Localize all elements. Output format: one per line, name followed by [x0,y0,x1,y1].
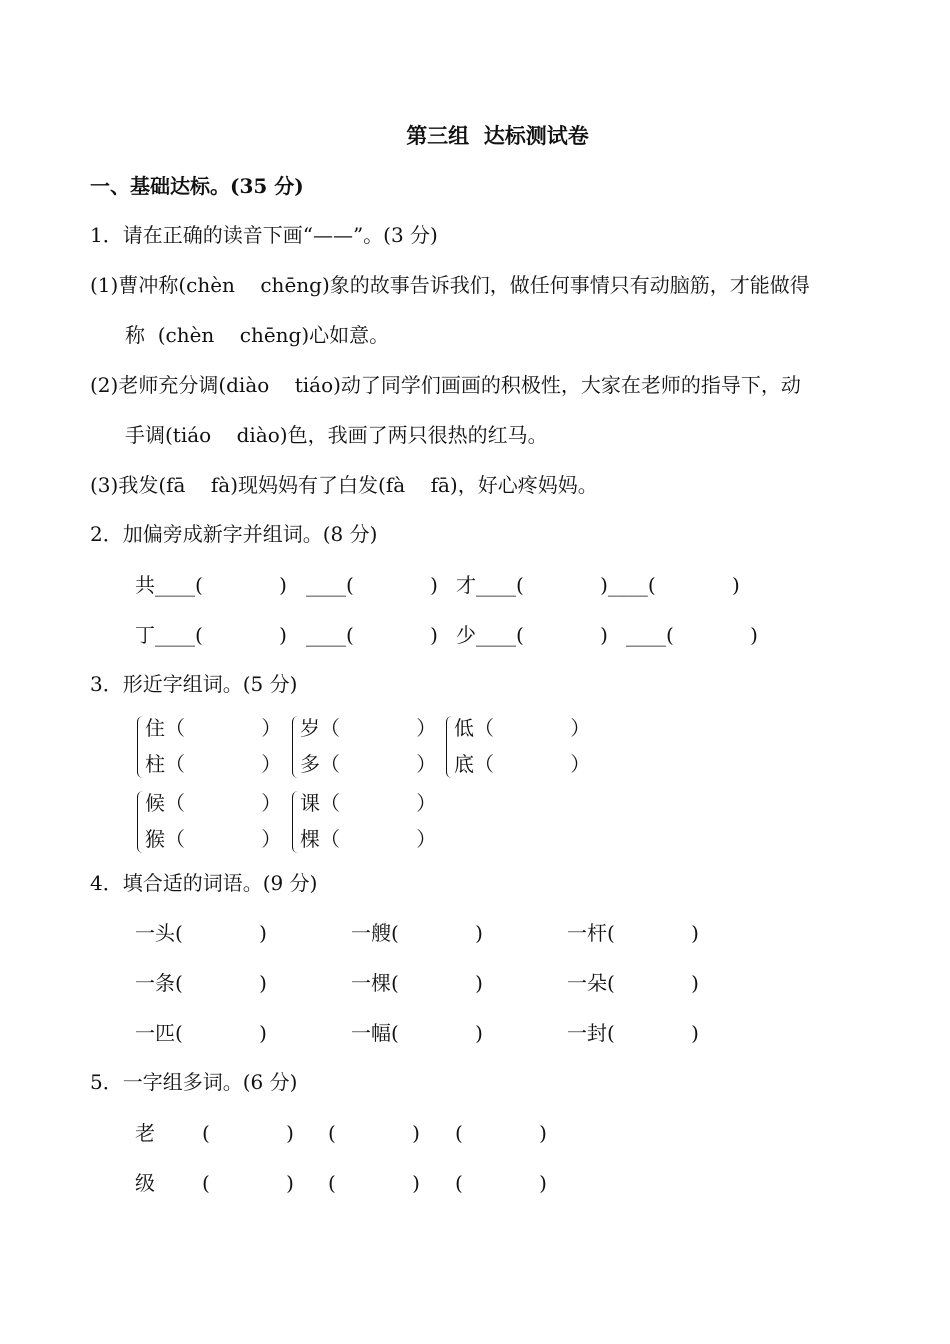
brace-icon [137,791,144,853]
q3-word: 低（ ） [454,716,591,740]
brace-icon [137,716,144,778]
brace-icon [292,716,299,778]
q1-line-4: 手调(tiáo diào)色，我画了两只很热的红马。 [125,423,548,447]
q3-word: 住（ ） [145,716,282,740]
q4-item: 一幅( ) [351,1021,483,1045]
q5-char: 老 [135,1121,155,1145]
q2-item: 丁____( ) [135,623,287,647]
question-2-heading: 2．加偏旁成新字并组词。(8 分) [90,522,378,546]
question-1-heading: 1．请在正确的读音下画“——”。(3 分) [90,223,438,247]
q4-item: 一条( ) [135,971,267,995]
q2-item: ____( ) [626,623,758,647]
q2-item: 少____( ) [456,623,608,647]
q3-word: 候（ ） [145,791,282,815]
q4-item: 一杆( ) [567,921,699,945]
question-3-heading: 3．形近字组词。(5 分) [90,672,298,696]
page-title: 第三组 达标测试卷 [406,123,589,148]
q1-line-5: (3)我发(fā fà)现妈妈有了白发(fà fā)，好心疼妈妈。 [90,473,598,497]
q5-blank: ( ) [455,1171,547,1195]
q4-item: 一棵( ) [351,971,483,995]
q3-word: 课（ ） [300,791,437,815]
q2-item: 才____( )____( ) [456,573,740,597]
q1-line-3: (2)老师充分调(diào tiáo)动了同学们画画的积极性，大家在老师的指导下，动 [90,373,801,397]
q4-item: 一朵( ) [567,971,699,995]
q4-item: 一头( ) [135,921,267,945]
q5-blank: ( ) [328,1121,420,1145]
q3-word: 多（ ） [300,752,437,776]
q3-word: 棵（ ） [300,827,437,851]
q3-word: 底（ ） [454,752,591,776]
q5-blank: ( ) [328,1171,420,1195]
q4-item: 一匹( ) [135,1021,267,1045]
q4-item: 一艘( ) [351,921,483,945]
question-4-heading: 4．填合适的词语。(9 分) [90,871,318,895]
brace-icon [292,791,299,853]
q4-item: 一封( ) [567,1021,699,1045]
q2-item: ____( ) [306,573,438,597]
q3-word: 猴（ ） [145,827,282,851]
q3-word: 岁（ ） [300,716,437,740]
q3-word: 柱（ ） [145,752,282,776]
q2-item: 共____( ) [135,573,287,597]
q5-char: 级 [135,1171,155,1195]
question-5-heading: 5．一字组多词。(6 分) [90,1070,298,1094]
q2-item: ____( ) [306,623,438,647]
section-heading: 一、基础达标。(35 分) [90,174,304,198]
q5-blank: ( ) [202,1171,294,1195]
q5-blank: ( ) [202,1121,294,1145]
q5-blank: ( ) [455,1121,547,1145]
q1-line-2: 称 (chèn chēng)心如意。 [125,323,390,347]
brace-icon [446,716,453,778]
q1-line-1: (1)曹冲称(chèn chēng)象的故事告诉我们，做任何事情只有动脑筋，才能做得 [90,273,810,297]
